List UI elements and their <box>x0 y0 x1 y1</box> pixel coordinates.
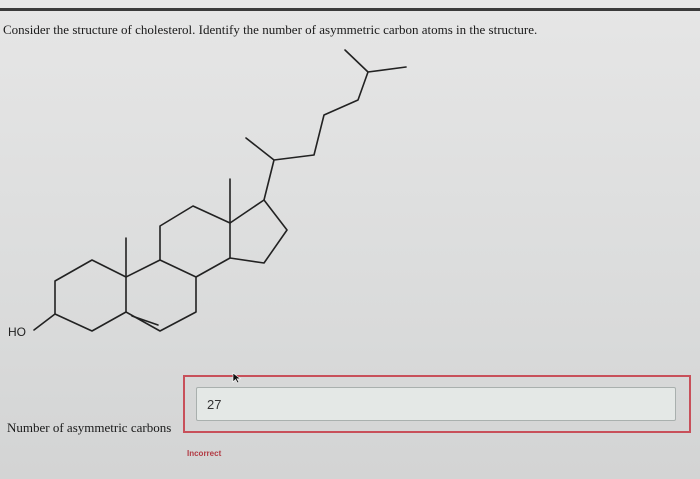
question-text: Consider the structure of cholesterol. Identify the number of asymmetric carbon atoms in the structure. <box>3 22 538 37</box>
top-divider <box>0 8 700 11</box>
ring-d <box>230 200 287 263</box>
double-bond <box>132 316 158 325</box>
feedback-incorrect: Incorrect <box>187 449 222 458</box>
hydroxyl-label: HO <box>8 325 26 339</box>
answer-label: Number of asymmetric carbons <box>7 420 172 435</box>
ring-b <box>126 260 196 331</box>
mouse-cursor-icon <box>232 372 242 384</box>
answer-value: 27 <box>207 396 222 412</box>
asymmetric-carbons-input[interactable] <box>196 387 676 421</box>
ring-a <box>55 260 126 331</box>
hydroxyl-bond <box>34 314 55 330</box>
cholesterol-structure <box>0 40 700 360</box>
ring-c <box>160 206 230 277</box>
side-chain <box>246 50 406 200</box>
